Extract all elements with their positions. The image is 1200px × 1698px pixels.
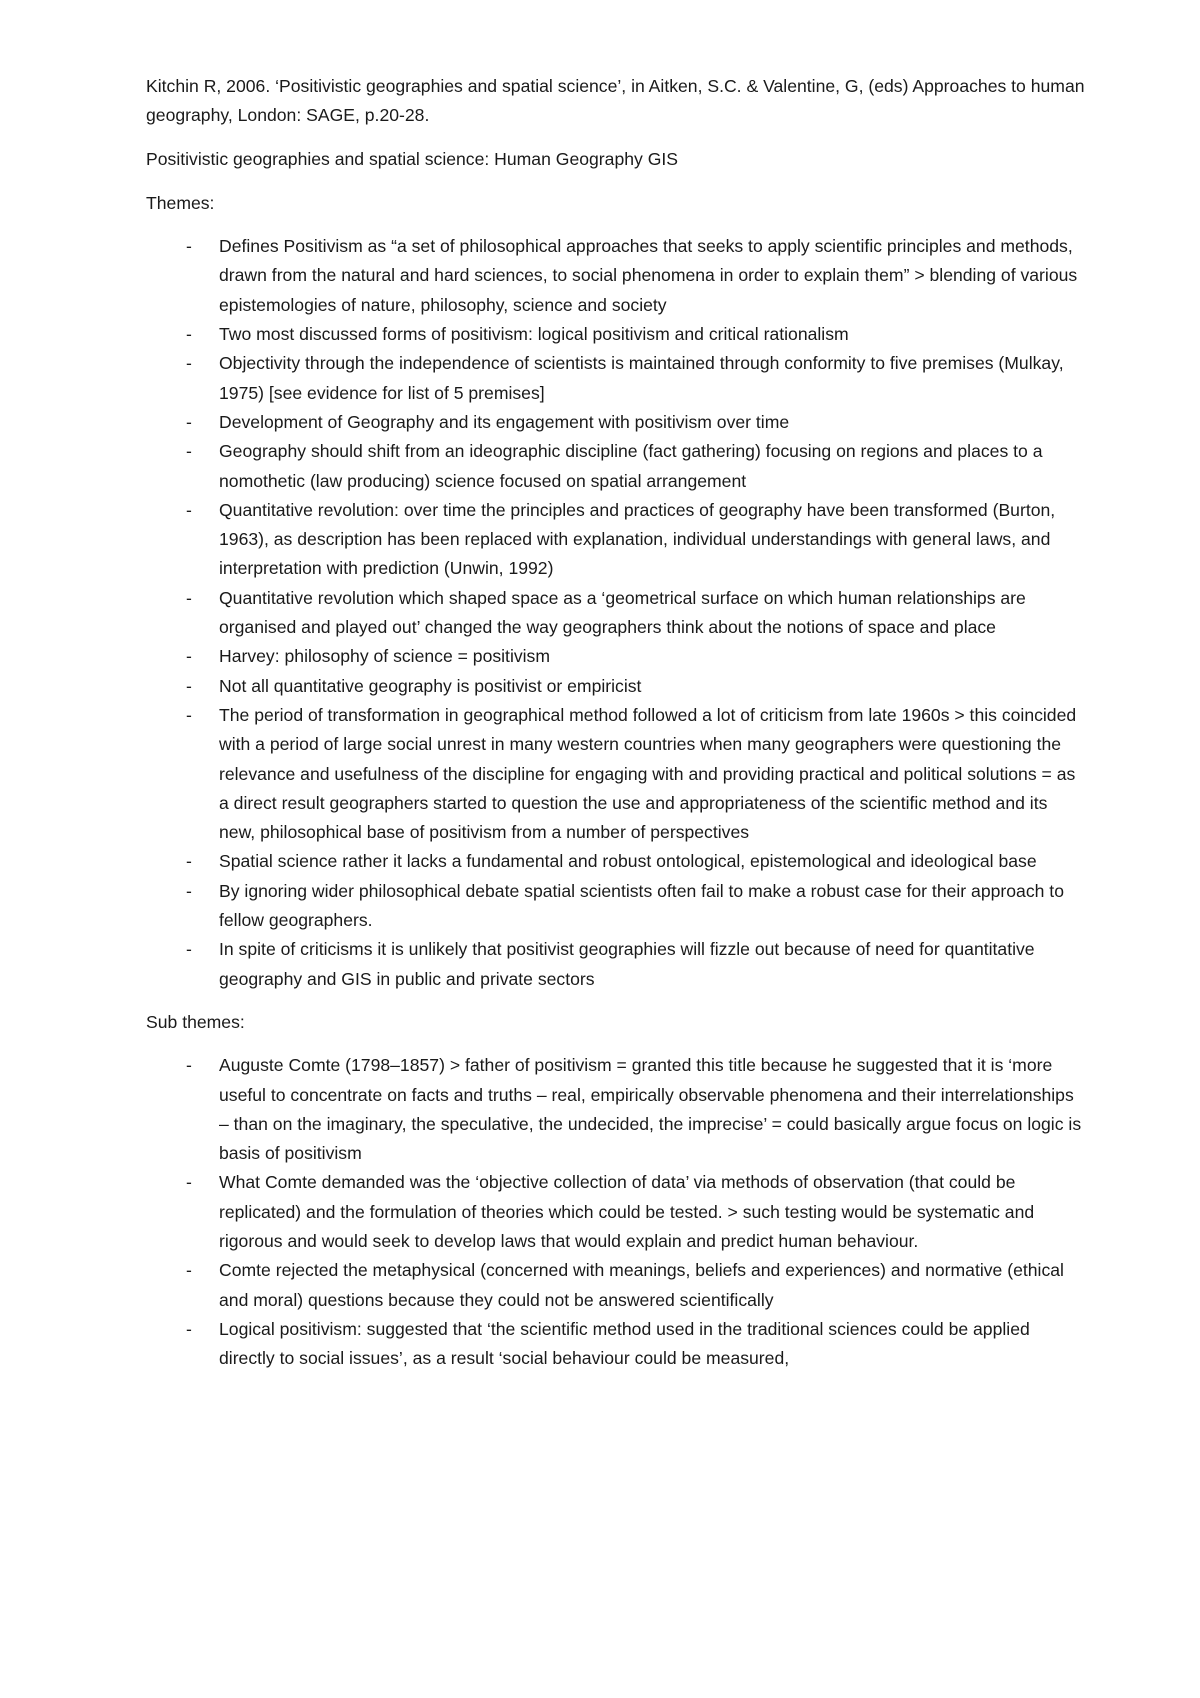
list-item-text: What Comte demanded was the ‘objective collection of data’ via methods of observation (that could be replicated) and the formulation of theories which could be tested. > such testing would be systematic and rigorous and would seek to develop laws that would explain and predict human behaviour. bbox=[219, 1172, 1035, 1251]
list-item bbox=[146, 847, 1086, 876]
dash-bullet: - bbox=[186, 324, 192, 345]
list-item bbox=[146, 642, 1086, 671]
list-item-text: Comte rejected the metaphysical (concerned with meanings, beliefs and experiences) and normative (ethical and moral) questions because they could not be answered scientifically bbox=[219, 1260, 1064, 1310]
list-item bbox=[146, 877, 1086, 936]
dash-bullet: - bbox=[186, 441, 192, 462]
dash-bullet: - bbox=[186, 646, 192, 667]
list-item-text: Objectivity through the independence of scientists is maintained through conformity to five premises (Mulkay, 1975) [see evidence for list of 5 premises] bbox=[219, 353, 1064, 403]
list-item bbox=[146, 437, 1086, 496]
list-item bbox=[146, 1168, 1086, 1256]
list-item bbox=[146, 232, 1086, 320]
list-item bbox=[146, 320, 1086, 349]
page-title: Positivistic geographies and spatial science: Human Geography GIS bbox=[146, 148, 679, 169]
dash-bullet: - bbox=[186, 1260, 192, 1281]
list-item-text: In spite of criticisms it is unlikely that positivist geographies will fizzle out because of need for quantitative geography and GIS in public and private sectors bbox=[219, 939, 1035, 989]
list-item-text: Defines Positivism as “a set of philosophical approaches that seeks to apply scientific principles and methods, drawn from the natural and hard sciences, to social phenomena in order to explain them” > blending of various epistemologies of nature, philosophy, science and society bbox=[219, 236, 1078, 315]
list-item-text: Geography should shift from an ideographic discipline (fact gathering) focusing on regions and places to a nomothetic (law producing) science focused on spatial arrangement bbox=[219, 441, 1043, 491]
list-item-text: Spatial science rather it lacks a fundamental and robust ontological, epistemological and ideological base bbox=[219, 851, 1037, 872]
list-item-text: The period of transformation in geographical method followed a lot of criticism from late 1960s > this coincided with a period of large social unrest in many western countries when many geographers were questioning the relevance and usefulness of the discipline for engaging with and providing practical and political solutions = as a direct result geographers started to question the use and appropriateness of the scientific method and its new, philosophical base of positivism from a number of perspectives bbox=[219, 704, 1077, 843]
list-item-text: By ignoring wider philosophical debate spatial scientists often fail to make a robust case for their approach to fellow geographers. bbox=[219, 880, 1064, 931]
list-item bbox=[146, 349, 1086, 408]
list-item-text: Quantitative revolution which shaped space as a ‘geometrical surface on which human relationships are organised and played out’ changed the way geographers think about the notions of space and place bbox=[219, 587, 1026, 638]
sub-themes-heading: Sub themes: bbox=[146, 1011, 245, 1032]
list-item bbox=[146, 701, 1086, 847]
list-item-text: Harvey: philosophy of science = positivism bbox=[219, 646, 551, 667]
list-item-text: Development of Geography and its engagement with positivism over time bbox=[219, 411, 790, 432]
list-item bbox=[146, 1315, 1086, 1374]
list-item-text: Quantitative revolution: over time the principles and practices of geography have been transformed (Burton, 1963), as description has been replaced with explanation, individual understandings with general laws, and interpretation with prediction (Unwin, 1992) bbox=[219, 499, 1056, 579]
dash-bullet: - bbox=[186, 939, 192, 960]
dash-bullet: - bbox=[186, 1172, 192, 1193]
dash-bullet: - bbox=[186, 499, 192, 520]
list-item bbox=[146, 672, 1086, 701]
dash-bullet: - bbox=[186, 851, 192, 872]
list-item-text: Auguste Comte (1798–1857) > father of positivism = granted this title because he suggested that it is ‘more useful to concentrate on facts and truths – real, empirically observable phenomena and their interrelationships – than on the imaginary, the speculative, the undecided, the imprecise’ = could basically argue focus on logic is basis of positivism bbox=[219, 1055, 1082, 1164]
dash-bullet: - bbox=[186, 1318, 192, 1339]
dash-bullet: - bbox=[186, 675, 192, 696]
dash-bullet: - bbox=[186, 236, 192, 257]
dash-bullet: - bbox=[186, 411, 192, 432]
list-item-text: Two most discussed forms of positivism: logical positivism and critical rationalism bbox=[219, 324, 849, 345]
list-item bbox=[146, 935, 1086, 994]
themes-list bbox=[146, 232, 1086, 994]
list-item-text: Logical positivism: suggested that ‘the scientific method used in the traditional sciences could be applied directly to social issues’, as a result ‘social behaviour could be measured, bbox=[219, 1318, 1030, 1369]
sub-themes-list bbox=[146, 1051, 1086, 1373]
document-page bbox=[146, 72, 1086, 1387]
list-item bbox=[146, 408, 1086, 437]
citation: Kitchin R, 2006. ‘Positivistic geographies and spatial science’, in Aitken, S.C. & Valentine, G, (eds) Approaches to human geography, London: SAGE, p.20-28. bbox=[146, 76, 1085, 126]
list-item-text: Not all quantitative geography is positivist or empiricist bbox=[219, 675, 642, 696]
dash-bullet: - bbox=[186, 704, 192, 725]
list-item bbox=[146, 584, 1086, 643]
list-item bbox=[146, 496, 1086, 584]
list-item bbox=[146, 1256, 1086, 1315]
themes-heading: Themes: bbox=[146, 192, 215, 213]
dash-bullet: - bbox=[186, 1055, 192, 1076]
dash-bullet: - bbox=[186, 587, 192, 608]
dash-bullet: - bbox=[186, 880, 192, 901]
dash-bullet: - bbox=[186, 353, 192, 374]
list-item bbox=[146, 1051, 1086, 1168]
